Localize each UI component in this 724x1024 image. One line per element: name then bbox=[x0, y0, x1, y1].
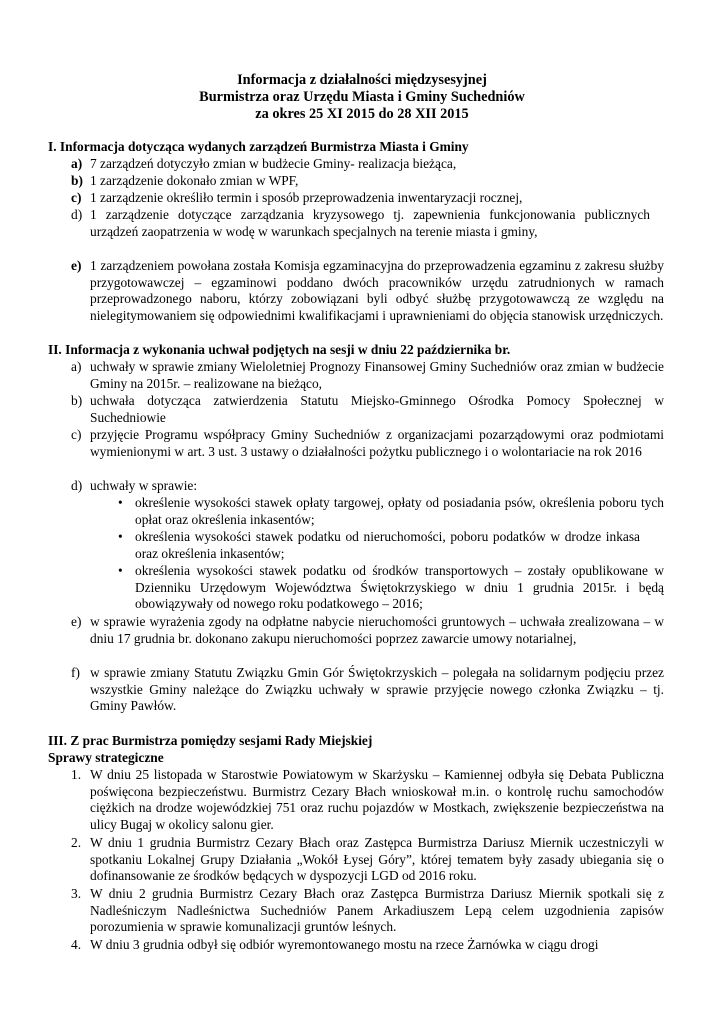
item-label: b) bbox=[71, 173, 83, 188]
item-text: W dniu 1 grudnia Burmistrz Cezary Błach oraz Zastępca Burmistrza Dariusz Miernik uczestniczyli w spotkaniu Lokalnej Grupy Działania „Wokół Łysej Góry”, której tematem były zasady ubiegania się o dofinansowanie ze środków będących w dyspozycji LGD od 2016 roku. bbox=[90, 835, 664, 884]
item-label: b) bbox=[71, 393, 83, 408]
list-item bbox=[71, 190, 664, 207]
item-label: 2. bbox=[71, 835, 82, 850]
item-label: d) bbox=[71, 478, 83, 493]
item-text: w sprawie zmiany Statutu Związku Gmin Gór Świętokrzyskich – polegała na solidarnym podjęciu przez wszystkie Gminy należące do Związku uchwały w sprawie przyjęcie nowego członka Związku – tj. Gminy Pawłów. bbox=[90, 665, 664, 714]
bullet-text: określenia wysokości stawek podatku od nieruchomości, poboru podatków w drodze inkasa oraz określenia inkasentów; bbox=[135, 529, 640, 561]
item-label: 3. bbox=[71, 886, 82, 901]
item-label: f) bbox=[71, 665, 80, 680]
list-item bbox=[71, 173, 664, 190]
list-item bbox=[71, 937, 664, 954]
item-label: d) bbox=[71, 207, 83, 222]
section-1-list bbox=[71, 156, 664, 343]
list-item bbox=[71, 427, 664, 478]
list-item bbox=[71, 359, 664, 393]
item-text: uchwały w sprawie: bbox=[90, 478, 198, 493]
item-text: 1 zarządzenie określiło termin i sposób przeprowadzenia inwentaryzacji rocznej, bbox=[90, 190, 523, 205]
document-title bbox=[0, 72, 724, 122]
title-line-2: Burmistrza oraz Urzędu Miasta i Gminy Suchedniów bbox=[199, 88, 525, 105]
bullet-icon: • bbox=[118, 529, 123, 544]
list-item bbox=[71, 258, 664, 343]
list-item bbox=[71, 886, 664, 937]
section-3-heading: III. Z prac Burmistrza pomiędzy sesjami Rady Miejskiej bbox=[48, 733, 373, 748]
title-line-1: Informacja z działalności międzysesyjnej bbox=[237, 72, 487, 88]
item-text: w sprawie wyrażenia zgody na odpłatne nabycie nieruchomości gruntowych – uchwała zrealizowana – w dniu 17 grudnia br. dokonano zakupu nieruchomości poprzez zawarcie umowy notarialnej, bbox=[90, 614, 664, 646]
section-3-list bbox=[71, 767, 664, 954]
bullet-item bbox=[118, 529, 664, 563]
item-label: e) bbox=[71, 614, 82, 629]
item-text: 1 zarządzeniem powołana została Komisja egzaminacyjna do przeprowadzenia egzaminu z zakresu służby przygotowawczej – egzaminowi poddano dwóch pracowników urzędu zatrudnionych w ramach przeprowadzonego naboru, którzy zobowiązani byli odbyć służbę przygotowawczą ze względu na nielegitymowaniem się odpowiednimi kwalifikacjami i uprawnieniami do objęcia stanowisk urzędniczych. bbox=[90, 258, 664, 323]
item-label: c) bbox=[71, 190, 82, 205]
list-item bbox=[71, 478, 664, 495]
item-text: 1 zarządzenie dokonało zmian w WPF, bbox=[90, 173, 299, 188]
bullet-icon: • bbox=[118, 495, 123, 510]
item-label: c) bbox=[71, 427, 82, 442]
item-text: 7 zarządzeń dotyczyło zmian w budżecie Gminy- realizacja bieżąca, bbox=[90, 156, 457, 171]
item-text: przyjęcie Programu współpracy Gminy Suchedniów z organizacjami pozarządowymi oraz podmiotami wymienionymi w art. 3 ust. 3 ustawy o działalności pożytku publicznego i o wolontariacie na rok 2016 bbox=[90, 427, 664, 459]
bullet-text: określenie wysokości stawek opłaty targowej, opłaty od posiadania psów, określenia poboru tych opłat oraz określenia inkasentów; bbox=[135, 495, 664, 527]
bullet-text: określenia wysokości stawek podatku od środków transportowych – zostały opublikowane w Dzienniku Urzędowym Województwa Świętokrzyskiego w dniu 1 grudnia 2015r. i będą obowiązywały od nowego roku podatkowego – 2016; bbox=[135, 563, 664, 612]
section-3-subheading: Sprawy strategiczne bbox=[48, 750, 164, 765]
bullet-list bbox=[118, 495, 664, 614]
item-text: W dniu 3 grudnia odbył się odbiór wyremontowanego mostu na rzece Żarnówka w ciągu drogi bbox=[90, 937, 599, 952]
bullet-item bbox=[118, 495, 664, 529]
section-2-heading: II. Informacja z wykonania uchwał podjętych na sesji w dniu 22 października br. bbox=[48, 342, 511, 357]
section-1-heading: I. Informacja dotycząca wydanych zarządzeń Burmistrza Miasta i Gminy bbox=[48, 139, 469, 154]
item-text: uchwały w sprawie zmiany Wieloletniej Prognozy Finansowej Gminy Suchedniów oraz zmian w budżecie Gminy na 2015r. – realizowane na bieżąco, bbox=[90, 359, 664, 391]
item-text: W dniu 2 grudnia Burmistrz Cezary Błach oraz Zastępca Burmistrza Dariusz Miernik spotkali się z Nadleśniczym Nadleśnictwa Suchedniów Panem Arkadiuszem Lepą celem uzgodnienia zapisów porozumienia w sprawie komunalizacji gruntów leśnych. bbox=[90, 886, 664, 935]
list-item bbox=[71, 835, 664, 886]
item-text: W dniu 25 listopada w Starostwie Powiatowym w Skarżysku – Kamiennej odbyła się Debata Publiczna poświęcona bezpieczeństwu. Burmistrz Cezary Błach wnioskował m.in. o kontrolę ruchu samochodów ciężkich na drodze wojewódzkiej 751 oraz ruchu pojazdów w Mostkach, zwiększenie bezpieczeństwa na ulicy Bugaj w okolicy salonu gier. bbox=[90, 767, 664, 832]
item-text: 1 zarządzenie dotyczące zarządzania kryzysowego tj. zapewnienia funkcjonowania publicznych urządzeń zaopatrzenia w wodę w warunkach specjalnych na terenie miasta i gminy, bbox=[90, 207, 650, 239]
item-label: 4. bbox=[71, 937, 82, 952]
item-label: a) bbox=[71, 156, 83, 171]
title-line-3: za okres 25 XI 2015 do 28 XII 2015 bbox=[255, 105, 469, 122]
list-item bbox=[71, 156, 664, 173]
item-label: 1. bbox=[71, 767, 82, 782]
bullet-item bbox=[118, 563, 664, 614]
item-label: e) bbox=[71, 258, 82, 273]
list-item bbox=[71, 767, 664, 835]
list-item bbox=[71, 393, 664, 427]
item-text: uchwała dotycząca zatwierdzenia Statutu Miejsko-Gminnego Ośrodka Pomocy Społecznej w Suchedniowie bbox=[90, 393, 664, 425]
list-item bbox=[71, 207, 664, 258]
item-label: a) bbox=[71, 359, 82, 374]
list-item bbox=[71, 665, 664, 716]
section-2-list bbox=[71, 359, 664, 716]
bullet-icon: • bbox=[118, 563, 123, 578]
list-item bbox=[71, 614, 664, 665]
